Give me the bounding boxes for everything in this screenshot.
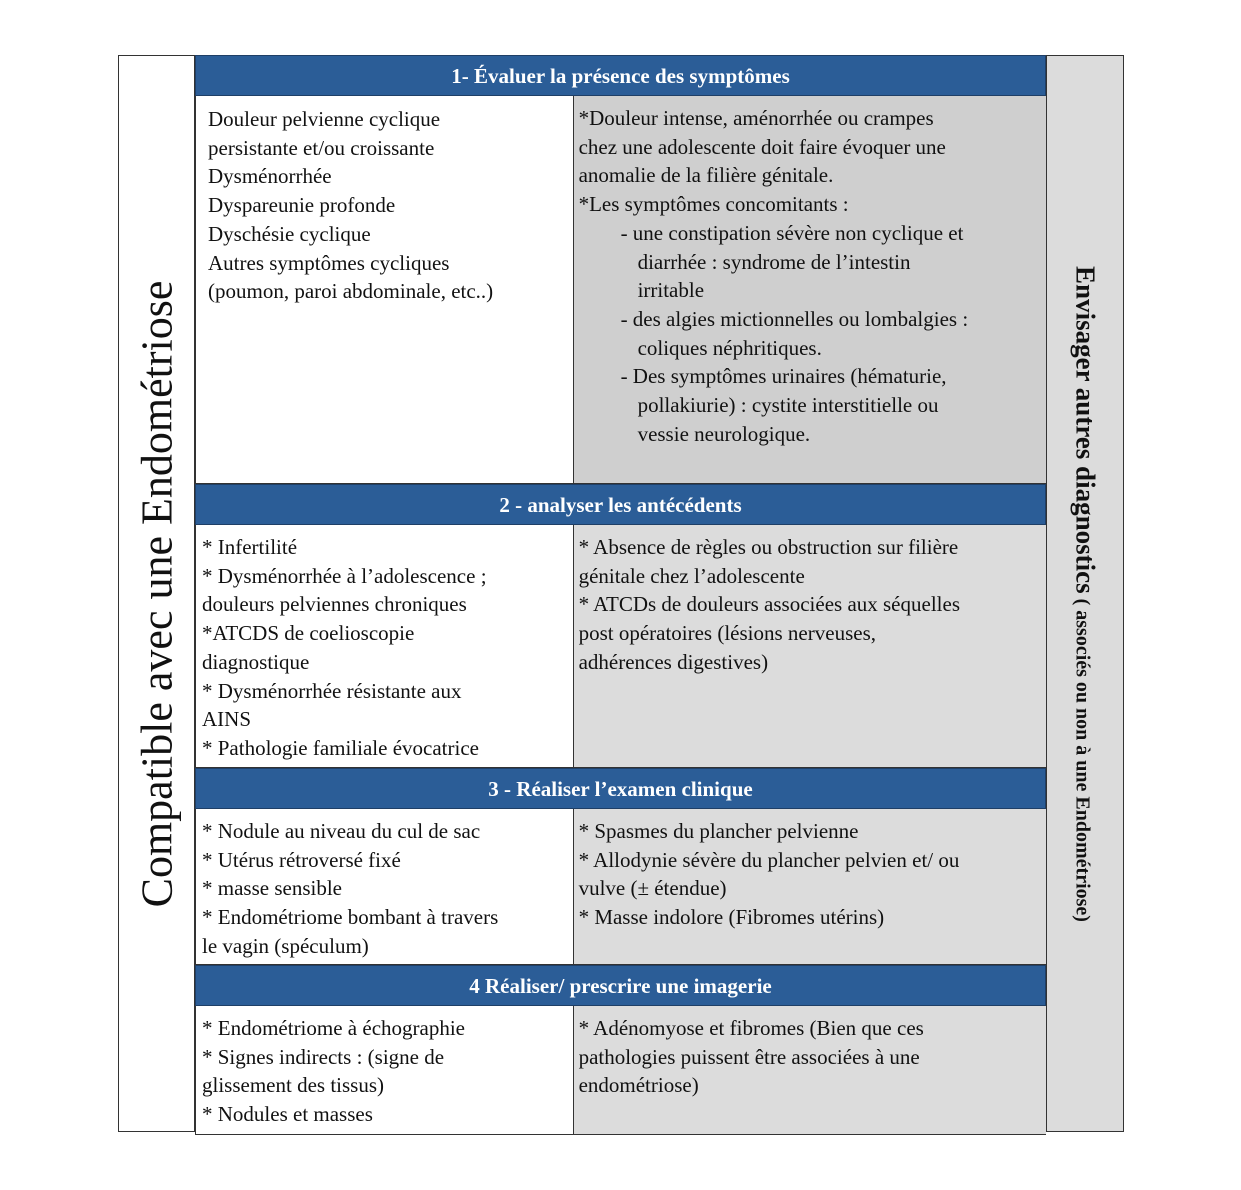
- cell-line: vessie neurologique.: [637, 421, 811, 446]
- cell-line: Dyschésie cyclique: [208, 221, 371, 246]
- other-diagnoses-sub: ( associés ou non à une Endométriose): [1071, 593, 1094, 922]
- section-clinical-exam: [195, 768, 1046, 965]
- cell-line: *Les symptômes concomitants :: [578, 192, 849, 217]
- cell-line: * Utérus rétroversé fixé: [202, 847, 401, 872]
- cell-line: Autres symptômes cycliques: [208, 250, 450, 275]
- section-body: [195, 96, 1046, 484]
- cell-line: persistante et/ou croissante: [208, 135, 435, 160]
- cell-line: anomalie de la filière génitale.: [578, 163, 834, 188]
- cell-line: (poumon, paroi abdominale, etc..): [208, 279, 494, 304]
- section-body: [195, 1006, 1046, 1135]
- cell-line: vulve (± étendue): [578, 876, 727, 901]
- other-diagnosis-cell: [574, 1006, 1046, 1134]
- cell-line: irritable: [637, 278, 705, 303]
- diagnostic-table: [118, 55, 1124, 1134]
- cell-line: - des algies mictionnelles ou lombalgies :: [620, 306, 969, 331]
- cell-line: pollakiurie) : cystite interstitielle ou: [637, 393, 939, 418]
- other-diagnoses-label: [1070, 266, 1101, 922]
- other-diagnosis-cell: [574, 96, 1046, 483]
- cell-line: le vagin (spéculum): [202, 933, 369, 958]
- steps-container: [195, 55, 1046, 1135]
- cell-line: post opératoires (lésions nerveuses,: [578, 621, 876, 646]
- section-history: [195, 484, 1046, 768]
- other-diagnoses-main: Envisager autres diagnostics: [1070, 265, 1101, 594]
- cell-line: * masse sensible: [202, 876, 342, 901]
- cell-line: - Des symptômes urinaires (hématurie,: [620, 364, 947, 389]
- cell-line: Douleur pelvienne cyclique: [208, 107, 441, 131]
- cell-line: adhérences digestives): [578, 649, 769, 674]
- cell-line: * Nodule au niveau du cul de sac: [202, 819, 481, 843]
- cell-line: AINS: [202, 707, 252, 732]
- section-symptoms: [195, 55, 1046, 484]
- compatible-cell: [196, 1006, 574, 1134]
- compatible-column: [118, 55, 195, 1132]
- section-imaging: [195, 965, 1046, 1135]
- compatible-cell: [196, 525, 574, 767]
- section-title: 3 - Réaliser l’examen clinique: [195, 768, 1046, 809]
- cell-line: * Adénomyose et fibromes (Bien que ces: [578, 1016, 924, 1040]
- cell-line: diarrhée : syndrome de l’intestin: [637, 249, 911, 274]
- section-title: 2 - analyser les antécédents: [195, 484, 1046, 525]
- section-title: 4 Réaliser/ prescrire une imagerie: [195, 965, 1046, 1006]
- cell-line: * Absence de règles ou obstruction sur filière: [578, 535, 959, 559]
- other-diagnoses-column: [1046, 55, 1124, 1132]
- cell-line: * Endométriome à échographie: [202, 1016, 465, 1040]
- cell-line: Dysménorrhée: [208, 164, 332, 189]
- cell-line: * Signes indirects : (signe de: [202, 1044, 445, 1069]
- other-diagnosis-cell: [574, 525, 1046, 767]
- cell-line: coliques néphritiques.: [637, 335, 822, 360]
- cell-line: * Dysménorrhée résistante aux: [202, 678, 462, 703]
- other-diagnosis-cell: [574, 809, 1046, 964]
- cell-line: chez une adolescente doit faire évoquer une: [578, 134, 946, 159]
- cell-line: endométriose): [578, 1073, 699, 1098]
- compatible-label: Compatible avec une Endométriose: [132, 280, 181, 907]
- cell-line: * Masse indolore (Fibromes utérins): [578, 905, 885, 930]
- cell-line: - une constipation sévère non cyclique et: [620, 220, 964, 245]
- cell-line: * Endométriome bombant à travers: [202, 905, 499, 930]
- cell-line: *ATCDS de coelioscopie: [202, 621, 415, 646]
- section-title: 1- Évaluer la présence des symptômes: [195, 55, 1046, 96]
- cell-line: * Infertilité: [202, 535, 298, 559]
- cell-line: glissement des tissus): [202, 1073, 384, 1098]
- cell-line: * ATCDs de douleurs associées aux séquelles: [578, 592, 960, 617]
- cell-line: génitale chez l’adolescente: [578, 563, 805, 588]
- cell-line: *Douleur intense, aménorrhée ou crampes: [578, 106, 934, 130]
- cell-line: * Spasmes du plancher pelvienne: [578, 819, 859, 843]
- compatible-cell: [196, 96, 574, 483]
- cell-line: Dyspareunie profonde: [208, 193, 396, 218]
- cell-line: * Pathologie familiale évocatrice: [202, 735, 479, 760]
- cell-line: diagnostique: [202, 649, 310, 674]
- cell-line: * Nodules et masses: [202, 1102, 373, 1127]
- cell-line: * Allodynie sévère du plancher pelvien et/ ou: [578, 847, 960, 872]
- compatible-cell: [196, 809, 574, 964]
- cell-line: douleurs pelviennes chroniques: [202, 592, 467, 617]
- cell-line: pathologies puissent être associées à une: [578, 1044, 920, 1069]
- section-body: [195, 809, 1046, 965]
- cell-line: * Dysménorrhée à l’adolescence ;: [202, 563, 487, 588]
- section-body: [195, 525, 1046, 768]
